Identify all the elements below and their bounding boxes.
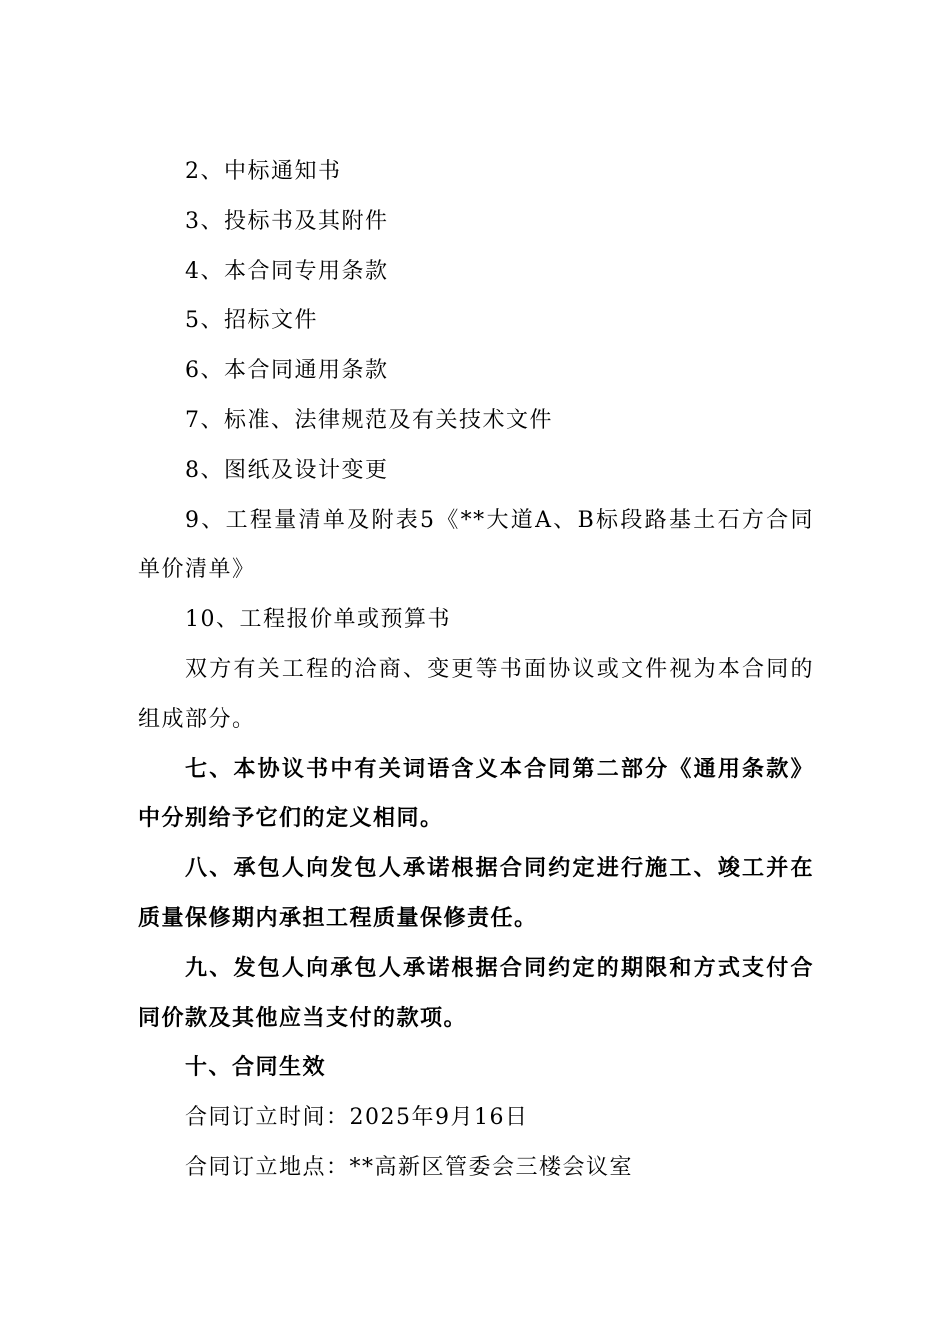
clause-10-heading: 十、合同生效 [185, 1054, 327, 1081]
document-note: 双方有关工程的洽商、变更等书面协议或文件视为本合同的组成部分。 [138, 656, 814, 732]
list-item: 2、中标通知书 [185, 159, 342, 184]
sign-place: 合同订立地点：**高新区管委会三楼会议室 [185, 1154, 634, 1180]
clause-7: 七、本协议书中有关词语含义本合同第二部分《通用条款》中分别给予它们的定义相同。 [138, 755, 814, 832]
list-item: 9、工程量清单及附表5《**大道A、B标段路基土石方合同单价清单》 [138, 507, 814, 583]
list-item: 7、标准、法律规范及有关技术文件 [185, 407, 553, 433]
sign-time: 合同订立时间：2025年9月16日 [185, 1105, 529, 1131]
list-item: 8、图纸及设计变更 [185, 457, 389, 483]
list-item: 10、工程报价单或预算书 [185, 607, 451, 633]
list-item: 3、投标书及其附件 [185, 208, 389, 234]
clause-9: 九、发包人向承包人承诺根据合同约定的期限和方式支付合同价款及其他应当支付的款项。 [138, 954, 814, 1031]
document-body [138, 147, 814, 1193]
list-item: 6、本合同通用条款 [185, 358, 389, 384]
list-item: 4、本合同专用条款 [185, 258, 389, 284]
list-item: 5、招标文件 [185, 308, 318, 334]
clause-8: 八、承包人向发包人承诺根据合同约定进行施工、竣工并在质量保修期内承担工程质量保修责任。 [138, 855, 814, 931]
